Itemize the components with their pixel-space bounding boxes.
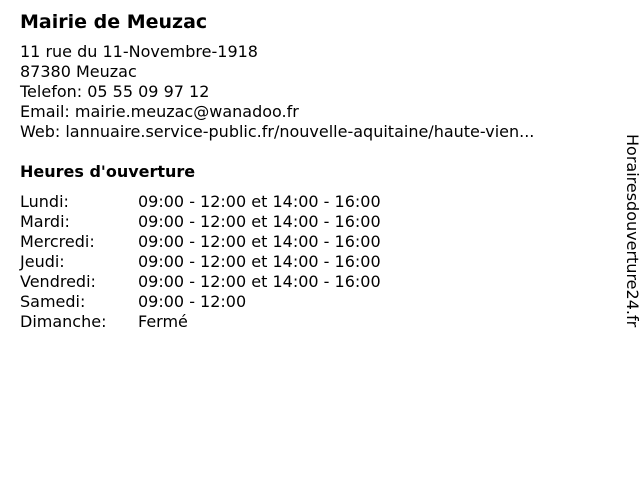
day-label: Jeudi: <box>20 252 65 271</box>
hours-heading: Heures d'ouverture <box>20 162 196 181</box>
time-value: 09:00 - 12:00 et 14:00 - 16:00 <box>138 192 381 211</box>
time-value: 09:00 - 12:00 et 14:00 - 16:00 <box>138 252 381 271</box>
address-city: 87380 Meuzac <box>20 62 137 81</box>
page-title: Mairie de Meuzac <box>20 11 208 33</box>
day-label: Lundi: <box>20 192 69 211</box>
day-label: Mercredi: <box>20 232 95 251</box>
time-value: Fermé <box>138 312 188 331</box>
day-label: Vendredi: <box>20 272 96 291</box>
day-label: Samedi: <box>20 292 86 311</box>
email-line: Email: mairie.meuzac@wanadoo.fr <box>20 102 299 121</box>
day-label: Dimanche: <box>20 312 107 331</box>
time-value: 09:00 - 12:00 et 14:00 - 16:00 <box>138 212 381 231</box>
web-line: Web: lannuaire.service-public.fr/nouvelle-aquitaine/haute-vien... <box>20 122 535 141</box>
time-value: 09:00 - 12:00 <box>138 292 247 311</box>
hours-row-sunday <box>20 312 600 332</box>
hours-row-thursday <box>20 252 600 272</box>
hours-row-saturday <box>20 292 600 312</box>
contact-block <box>20 42 600 142</box>
day-label: Mardi: <box>20 212 70 231</box>
hours-row-monday <box>20 192 600 212</box>
hours-table <box>20 192 600 332</box>
time-value: 09:00 - 12:00 et 14:00 - 16:00 <box>138 272 381 291</box>
time-value: 09:00 - 12:00 et 14:00 - 16:00 <box>138 232 381 251</box>
hours-row-friday <box>20 272 600 292</box>
hours-row-tuesday <box>20 212 600 232</box>
address-street: 11 rue du 11-Novembre-1918 <box>20 42 258 61</box>
town-hall-card <box>20 8 600 332</box>
hours-row-wednesday <box>20 232 600 252</box>
phone-line: Telefon: 05 55 09 97 12 <box>20 82 210 101</box>
site-watermark: Horairesdouverture24.fr <box>623 134 642 328</box>
